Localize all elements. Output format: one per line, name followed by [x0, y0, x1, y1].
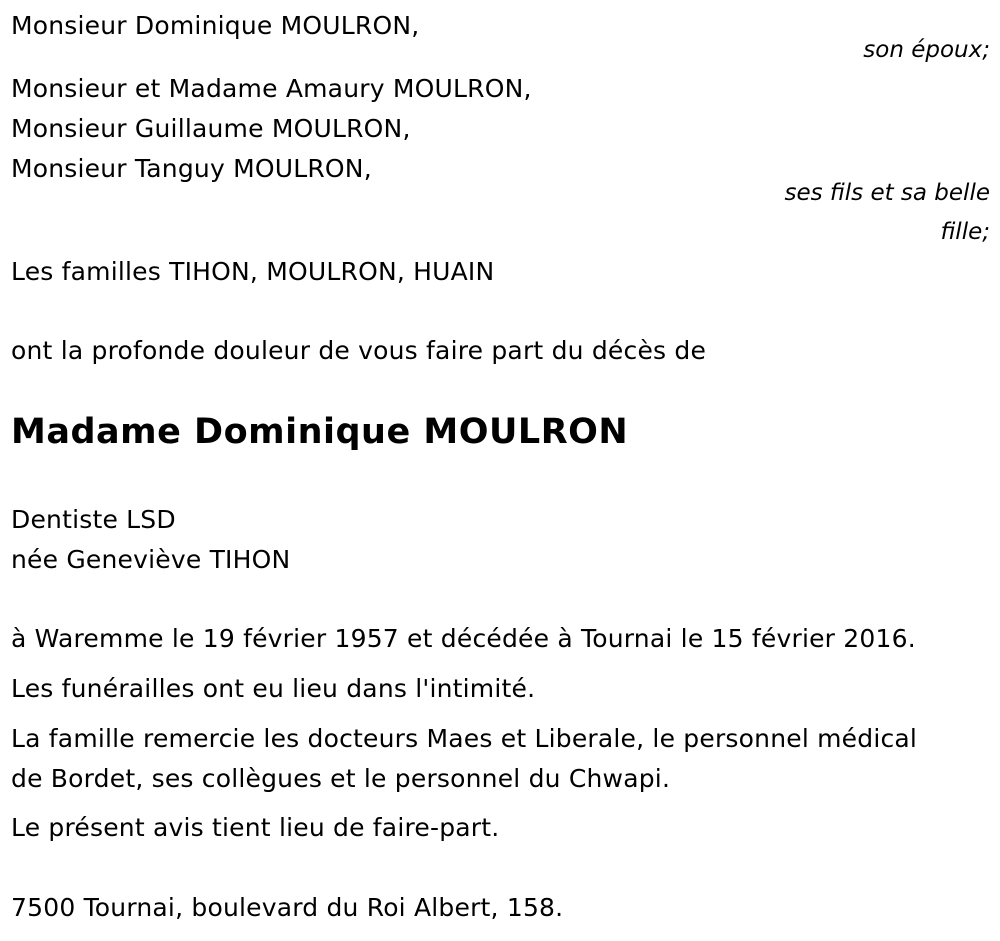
death-notice: [11, 0, 990, 941]
child-name: Monsieur et Madame Amaury MOULRON,: [11, 74, 532, 103]
spouse-name: Monsieur Dominique MOULRON,: [11, 11, 420, 40]
child-name: Monsieur Guillaume MOULRON,: [11, 114, 411, 143]
birth-death-line: à Waremme le 19 février 1957 et décédée à Tournai le 15 février 2016.: [11, 624, 916, 653]
announcement-line: ont la profonde douleur de vous faire part du décès de: [11, 336, 707, 365]
children-role: ses fils et sa belle: [784, 180, 990, 206]
children-role-continued: fille;: [940, 219, 990, 245]
thanks-line-continued: de Bordet, ses collègues et le personnel du Chwapi.: [11, 764, 671, 793]
funeral-line: Les funérailles ont eu lieu dans l'intimité.: [11, 674, 536, 703]
thanks-line: La famille remercie les docteurs Maes et Liberale, le personnel médical: [11, 724, 918, 753]
families-line: Les familles TIHON, MOULRON, HUAIN: [11, 257, 495, 286]
child-name: Monsieur Tanguy MOULRON,: [11, 154, 372, 183]
profession-line: Dentiste LSD: [11, 505, 176, 534]
maiden-name-line: née Geneviève TIHON: [11, 545, 291, 574]
deceased-name: Madame Dominique MOULRON: [11, 412, 629, 452]
notice-note-line: Le présent avis tient lieu de faire-part.: [11, 813, 500, 842]
spouse-role: son époux;: [863, 37, 990, 63]
address-line: 7500 Tournai, boulevard du Roi Albert, 158.: [11, 893, 564, 922]
